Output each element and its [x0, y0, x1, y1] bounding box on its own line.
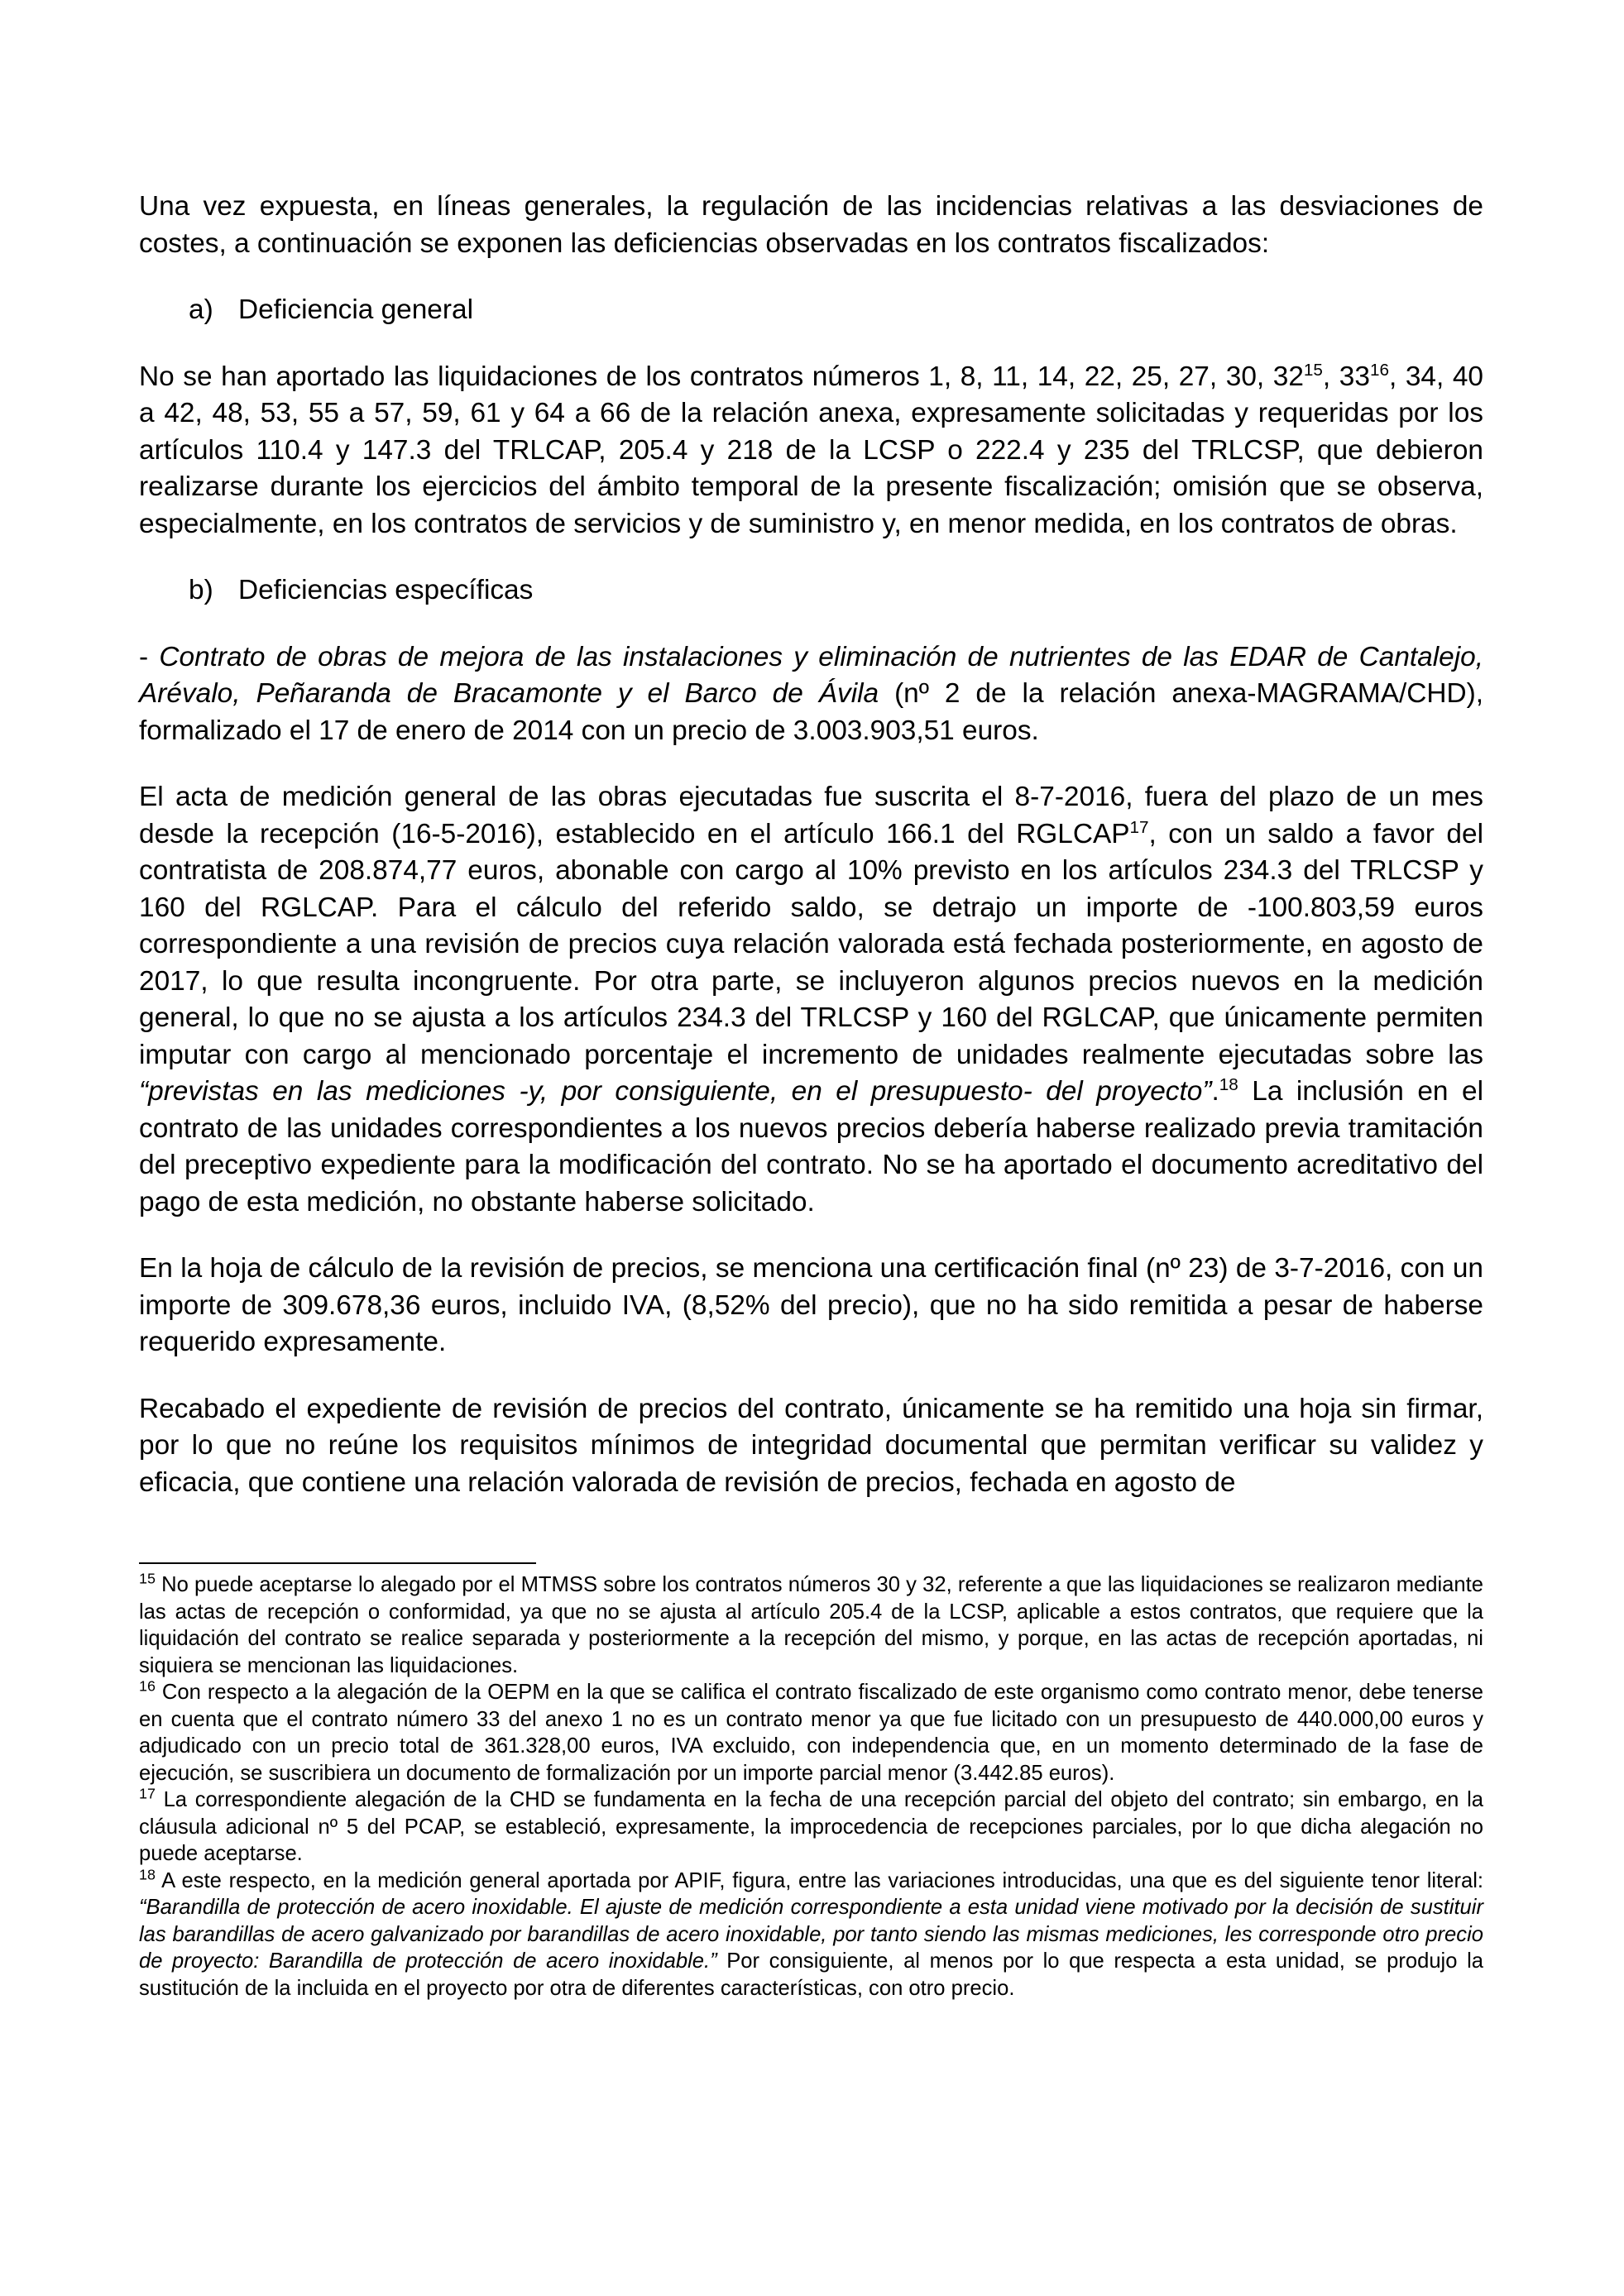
footnote-17-text: La correspondiente alegación de la CHD se fundamenta en la fecha de una recepción parcial del objeto del contrato; sin embargo, en la cláusula adicional nº 5 del PCAP, se estableció, expresamente, la improcedencia de recepciones parciales, por lo que dicha alegación no puede aceptarse.: [139, 1788, 1483, 1865]
hoja-text: En la hoja de cálculo de la revisión de precios, se menciona una certificación final (nº 23) de 3-7-2016, con un importe de 309.678,36 euros, incluido IVA, (8,52% del precio), que no ha sido remitida a pesar de haberse requerido expresamente.: [139, 1253, 1483, 1357]
general-text-1: No se han aportado las liquidaciones de los contratos números 1, 8, 11, 14, 22, 25, 27, 30, 32: [139, 361, 1304, 392]
heading-b-text: Deficiencias específicas: [238, 575, 534, 605]
footnote-15: [139, 1571, 1483, 1679]
acta-text-4: La inclusión en el contrato de las unidades correspondientes a los nuevos precios debería haberse realizado previa tramitación del preceptivo expediente para la modificación del contrato. No se ha aportado el documento acreditativo del pago de esta medición, no obstante haberse solicitado.: [139, 1076, 1483, 1217]
footnote-15-number: 15: [139, 1570, 156, 1587]
acta-text-1: El acta de medición general de las obras ejecutadas fue suscrita el 8-7-2016, fuera del plazo de un mes desde la recepción (16-5-2016), establecido en el artículo 166.1 del RGLCAP: [139, 782, 1483, 849]
acta-paragraph: [139, 779, 1483, 1221]
heading-general-deficiency: [139, 292, 1483, 329]
footnote-17: [139, 1787, 1483, 1868]
document-body: [139, 189, 1483, 1501]
intro-text: Una vez expuesta, en líneas generales, la regulación de las incidencias relativas a las desviaciones de costes, a continuación se exponen las deficiencias observadas en los contratos fiscalizados:: [139, 191, 1483, 259]
footnote-16-text: Con respecto a la alegación de la OEPM en la que se califica el contrato fiscalizado de este organismo como contrato menor, debe tenerse en cuenta que el contrato número 33 del anexo 1 no es un contrato menor ya que fue licitado con un presupuesto de 440.000,00 euros y adjudicado con un precio total de 361.328,00 euros, IVA excluido, con independencia que, en un momento determinado de la fase de ejecución, se suscribiera un documento de formalización por un importe parcial menor (3.442.85 euros).: [139, 1681, 1483, 1785]
footnote-ref-16[interactable]: 16: [1369, 360, 1389, 380]
hoja-paragraph: [139, 1251, 1483, 1361]
footnote-18-quote: “Barandilla de protección de acero inoxidable. El ajuste de medición correspondiente a esta unidad viene motivado por la decisión de sustituir las barandillas de acero galvanizado por barandillas de acero inoxidable, por tanto siendo las mismas mediciones, les corresponde otro precio de proyecto: Barandilla de protección de acero inoxidable.”: [139, 1896, 1483, 1973]
footnote-ref-18[interactable]: 18: [1219, 1074, 1238, 1094]
footnote-17-number: 17: [139, 1785, 156, 1802]
general-text-2: , 33: [1322, 361, 1370, 392]
heading-a-label: a): [189, 294, 213, 325]
heading-b-label: b): [189, 575, 213, 605]
intro-paragraph: [139, 189, 1483, 262]
contract-title: Contrato de obras de mejora de las instalaciones y eliminación de nutrientes de las EDAR de Cantalejo, Arévalo, Peñaranda de Bracamonte y el Barco de Ávila: [139, 641, 1483, 709]
recabado-text: Recabado el expediente de revisión de precios del contrato, únicamente se ha remitido una hoja sin firmar, por lo que no reúne los requisitos mínimos de integridad documental que permitan verificar su validez y eficacia, que contiene una relación valorada de revisión de precios, fechada en agosto de: [139, 1393, 1483, 1498]
footnotes-section: [139, 1571, 1483, 2002]
footnote-18-rest: Por consiguiente, al menos por lo que respecta a esta unidad, se produjo la sustitución de la incluida en el proyecto por otra de diferentes características, con otro precio.: [139, 1949, 1483, 2000]
contract-details: (nº 2 de la relación anexa-MAGRAMA/CHD), formalizado el 17 de enero de 2014 con un precio de 3.003.903,51 euros.: [139, 678, 1483, 746]
footnote-15-text: No puede aceptarse lo alegado por el MTMSS sobre los contratos números 30 y 32, referente a que las liquidaciones se realizaron mediante las actas de recepción o conformidad, ya que no se ajusta al artículo 205.4 de la LCSP, aplicable a estos contratos, que requiere que la liquidación del contrato se realice separada y posteriormente a la recepción del mismo, y porque, en las actas de recepción aportadas, ni siquiera se mencionan las liquidaciones.: [139, 1573, 1483, 1677]
footnote-ref-15[interactable]: 15: [1303, 360, 1323, 380]
footnote-separator: [139, 1562, 536, 1564]
contract-prefix: -: [139, 641, 160, 672]
general-text-3: , 34, 40 a 42, 48, 53, 55 a 57, 59, 61 y 64 a 66 de la relación anexa, expresamente solicitadas y requeridas por los artículos 110.4 y 147.3 del TRLCAP, 205.4 y 218 de la LCSP o 222.4 y 235 del TRLCSP, que debieron realizarse durante los ejercicios del ámbito temporal de la presente fiscalización; omisión que se observa, especialmente, en los contratos de servicios y de suministro y, en menor medida, en los contratos de obras.: [139, 361, 1483, 539]
footnote-16: [139, 1679, 1483, 1787]
acta-text-2: , con un saldo a favor del contratista de 208.874,77 euros, abonable con cargo al 10% previsto en los artículos 234.3 del TRLCSP y 160 del RGLCAP. Para el cálculo del referido saldo, se detrajo un importe de -100.803,59 euros correspondiente a una revisión de precios cuya relación valorada está fechada posteriormente, en agosto de 2017, lo que resulta incongruente. Por otra parte, se incluyeron algunos precios nuevos en la medición general, lo que no se ajusta a los artículos 234.3 del TRLCSP y 160 del RGLCAP, que únicamente permiten imputar con cargo al mencionado porcentaje el incremento de unidades realmente ejecutadas sobre las: [139, 818, 1483, 1070]
heading-a-text: Deficiencia general: [238, 294, 473, 325]
footnote-18: [139, 1865, 1483, 2002]
acta-quote: “previstas en las mediciones -y, por consiguiente, en el presupuesto- del proyecto”: [139, 1076, 1212, 1107]
general-deficiency-paragraph: [139, 359, 1483, 543]
footnote-16-number: 16: [139, 1677, 156, 1695]
footnote-18-number: 18: [139, 1865, 156, 1882]
contract-paragraph: [139, 639, 1483, 750]
footnote-18-text: A este respecto, en la medición general aportada por APIF, figura, entre las variaciones introducidas, una que es del siguiente tenor literal:: [155, 1868, 1483, 1892]
footnote-ref-17[interactable]: 17: [1129, 817, 1149, 837]
recabado-paragraph: [139, 1391, 1483, 1502]
heading-specific-deficiencies: [139, 572, 1483, 610]
acta-text-3: .: [1211, 1076, 1219, 1107]
